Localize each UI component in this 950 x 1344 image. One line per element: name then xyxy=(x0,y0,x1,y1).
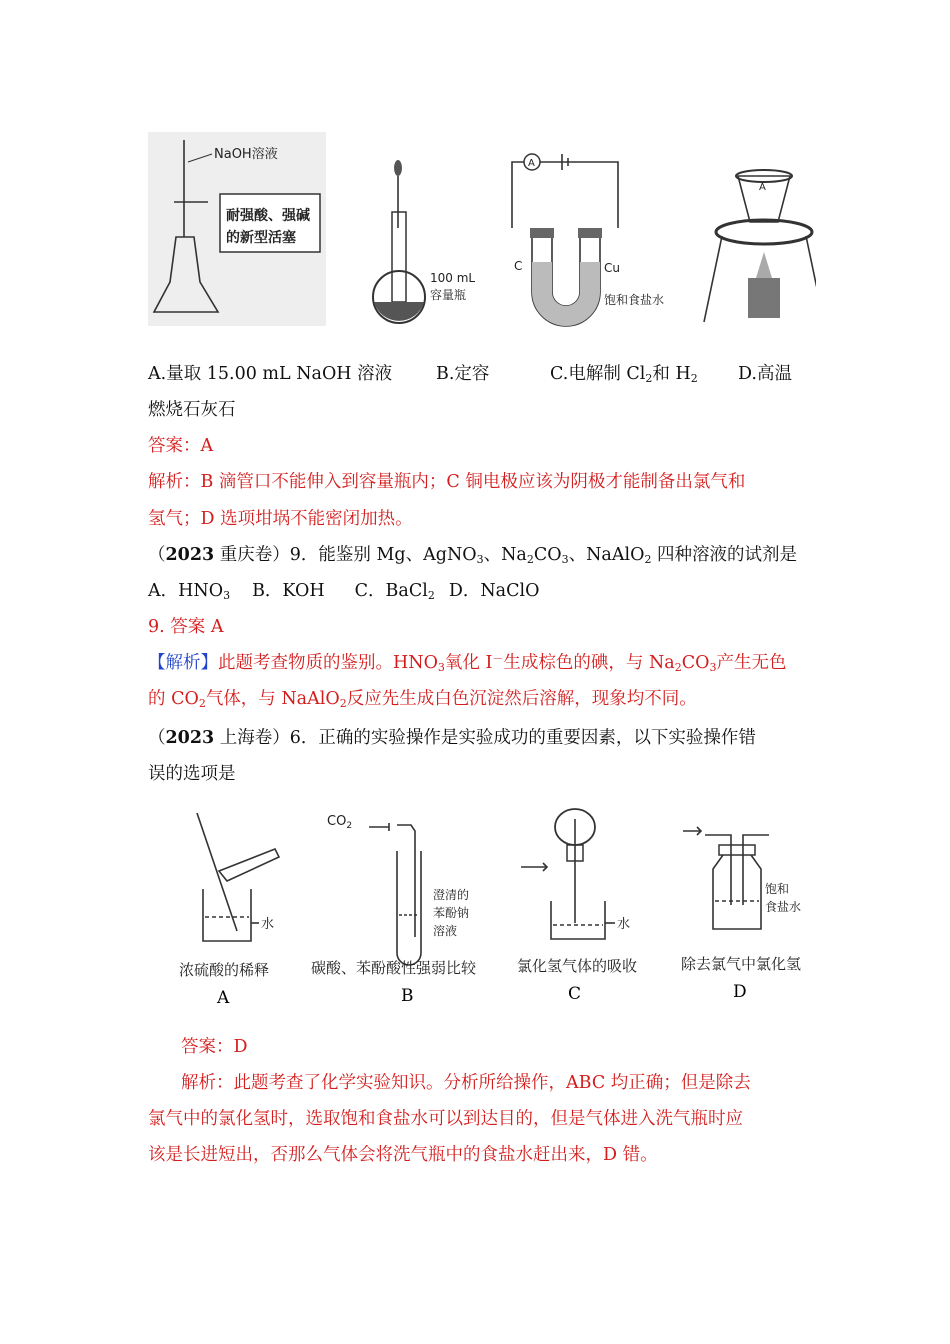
q3-stem-line1: （2023 上海卷）6．正确的实验操作是实验成功的重要因素，以下实验操作错 xyxy=(148,728,756,748)
caption-d: 除去氯气中氯化氢 xyxy=(681,955,802,973)
q1-analysis-line2: 氢气；D 选项坩埚不能密闭加热。 xyxy=(148,509,413,529)
phenoxide-label-2: 苯酚钠 xyxy=(433,906,470,920)
letter-b: B xyxy=(401,986,414,1006)
q2-option-c: C．BaCl$_2$ xyxy=(354,581,435,602)
phenoxide-label-1: 澄清的 xyxy=(433,888,470,902)
letter-a: A xyxy=(217,988,230,1008)
volumetric-flask-panel xyxy=(373,160,475,323)
q2-option-b: B．KOH xyxy=(252,581,325,601)
letter-c: C xyxy=(568,984,582,1004)
flask-name-label: 容量瓶 xyxy=(430,288,467,302)
q3-stem-line2: 误的选项是 xyxy=(148,764,236,784)
flask-volume-label: 100 mL xyxy=(430,271,476,285)
phenoxide-label-3: 溶液 xyxy=(433,924,458,938)
q2-analysis-line2: 的 $CO_2$气体，与 NaAlO$_2$反应先生成白色沉淀然后溶解，现象均不同。 xyxy=(148,689,697,710)
ammeter-label: A xyxy=(528,158,535,169)
q2-options xyxy=(148,579,539,603)
q1-option-a: A.量取 15.00 mL NaOH 溶液 xyxy=(148,364,393,384)
q2-option-d: D．NaClO xyxy=(448,581,540,601)
carbon-electrode-label: C xyxy=(514,259,523,273)
co2-label: $CO_2$ xyxy=(327,814,353,831)
panel-c-hcl-absorption xyxy=(517,809,637,1004)
caption-a: 浓硫酸的稀释 xyxy=(179,961,270,979)
q1-option-d-continued: 燃烧石灰石 xyxy=(148,400,236,420)
electrolysis-panel xyxy=(512,154,664,326)
q3-analysis-line1: 解析：此题考查了化学实验知识。分析所给操作，ABC 均正确；但是除去 xyxy=(181,1073,751,1093)
naoh-label: NaOH溶液 xyxy=(214,147,278,162)
q1-analysis-line1: 解析：B 滴管口不能伸入到容量瓶内；C 铜电极应该为阴极才能制备出氯气和 xyxy=(148,472,746,492)
caption-b: 碳酸、苯酚酸性强弱比较 xyxy=(311,959,477,977)
copper-electrode-label: Cu xyxy=(604,261,620,275)
q2-stem: （2023 重庆卷）9．能鉴别 Mg、AgNO$_3$、$Na_2CO_3$、NaAlO$_2$ 四种溶液的试剂是 xyxy=(148,545,797,566)
q3-answer: 答案：D xyxy=(181,1037,248,1057)
stopcock-label-2: 的新型活塞 xyxy=(226,230,296,246)
q1-options-row xyxy=(148,362,808,386)
letter-d: D xyxy=(733,982,747,1002)
q3-analysis-line3: 该是长进短出，否那么气体会将洗气瓶中的食盐水赶出来，D 错。 xyxy=(148,1145,658,1165)
caption-c: 氯化氢气体的吸收 xyxy=(517,957,638,975)
brine-label-2: 食盐水 xyxy=(765,900,802,914)
burette-panel xyxy=(148,132,326,326)
brine-label-1: 饱和 xyxy=(765,882,790,896)
q1-option-c: C.电解制 $Cl_2$和 $H_2$ xyxy=(550,364,698,385)
panel-a-dilution xyxy=(179,813,279,1008)
brine-label: 饱和食盐水 xyxy=(604,293,665,307)
stopcock-label-1: 耐强酸、强碱 xyxy=(226,208,310,224)
q2-answer: 9. 答案 A xyxy=(148,617,224,637)
panel-b-phenoxide xyxy=(311,814,477,1006)
figure-apparatus-bottom xyxy=(175,805,815,1015)
q1-option-b: B.定容 xyxy=(436,364,490,384)
q2-analysis-line1: 【解析】此题考查物质的鉴别。$HNO_3$氧化 I－生成棕色的碘，与 $Na_2CO_3$产生无色 xyxy=(148,652,787,674)
figure-apparatus-top xyxy=(148,132,816,328)
crucible-panel xyxy=(704,170,816,322)
q3-analysis-line2: 氯气中的氯化氢时，选取饱和食盐水可以到达目的，但是气体进入洗气瓶时应 xyxy=(148,1109,743,1129)
q1-option-d: D.高温 xyxy=(738,364,792,384)
analysis-tag: 【解析】 xyxy=(148,653,218,673)
crucible-label: A xyxy=(759,182,766,193)
q2-option-a: A．$HNO_3$ xyxy=(148,581,231,602)
panel-d-gas-washing xyxy=(681,827,801,1002)
q1-answer: 答案：A xyxy=(148,436,214,456)
water-label-a: 水 xyxy=(261,917,275,932)
water-label-c: 水 xyxy=(617,917,631,932)
